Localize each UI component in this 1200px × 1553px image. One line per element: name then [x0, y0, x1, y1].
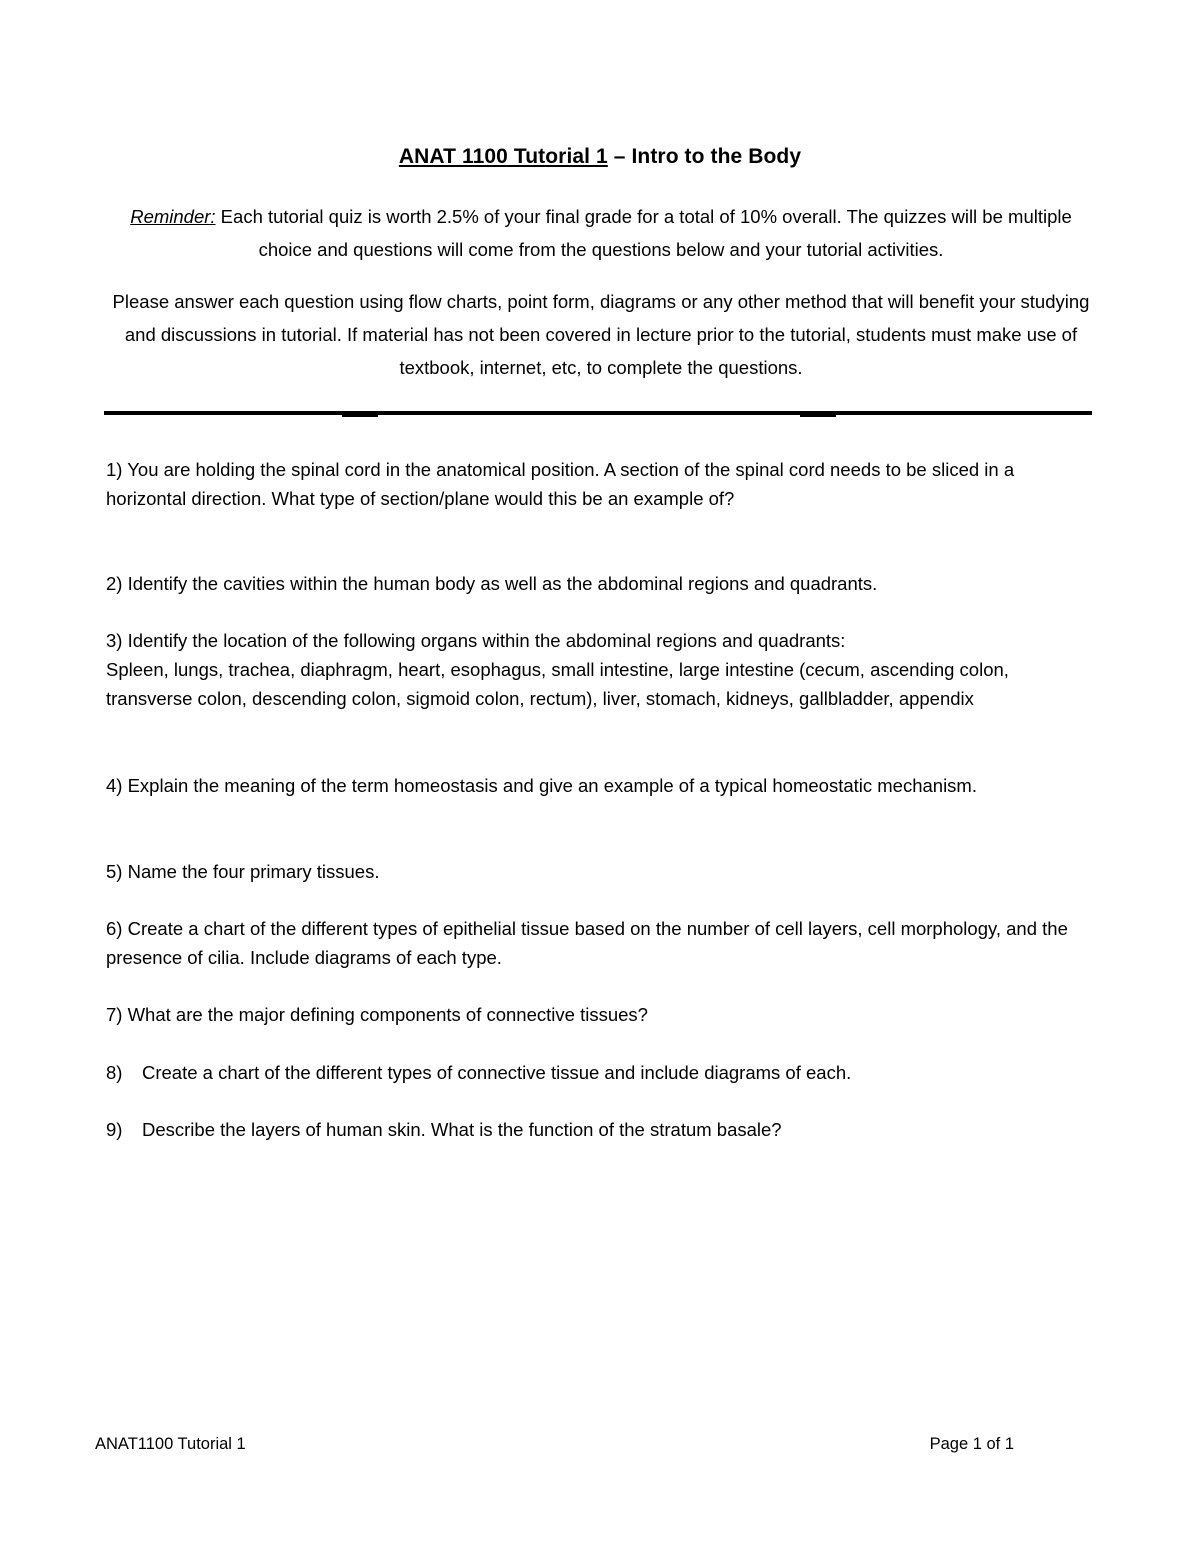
question-text: What are the major defining components of connective tissues?	[122, 1004, 648, 1025]
page-title	[0, 145, 1200, 169]
question-number: 8)	[106, 1062, 123, 1083]
question-number: 3)	[106, 630, 123, 651]
instructions-paragraph: Please answer each question using flow charts, point form, diagrams or any other method that will benefit your studying and discussions in tutorial. If material has not been covered in lecture prior to the tutorial, students must make use of textbook, internet, etc, to complete the questions.	[112, 291, 1090, 378]
question-text: Identify the location of the following organs within the abdominal regions and quadrants:	[122, 630, 846, 651]
question-5	[106, 857, 1096, 886]
reminder-label: Reminder:	[130, 206, 216, 227]
horizontal-divider	[104, 411, 1092, 415]
question-9	[106, 1115, 1096, 1144]
question-number: 7)	[106, 1004, 123, 1025]
question-8	[106, 1058, 1096, 1087]
question-text: Name the four primary tissues.	[122, 861, 380, 882]
question-1	[106, 455, 1096, 513]
question-text: Explain the meaning of the term homeostasis and give an example of a typical homeostatic mechanism.	[122, 775, 977, 796]
question-text: Create a chart of the different types of epithelial tissue based on the number of cell layers, cell morphology, and the presence of cilia. Include diagrams of each type.	[106, 918, 1068, 968]
title-topic: – Intro to the Body	[607, 145, 802, 168]
question-6	[106, 914, 1096, 972]
footer-course-label: ANAT1100 Tutorial 1	[95, 1435, 246, 1453]
question-number: 1)	[106, 459, 123, 480]
reminder-paragraph	[105, 200, 1097, 266]
question-number: 6)	[106, 918, 123, 939]
question-text: Identify the cavities within the human body as well as the abdominal regions and quadrants.	[122, 573, 878, 594]
question-text: You are holding the spinal cord in the anatomical position. A section of the spinal cord needs to be sliced in a horizontal direction. What type of section/plane would this be an example of?	[106, 459, 1015, 509]
question-7	[106, 1000, 1096, 1029]
divider-mark-right	[800, 414, 836, 417]
question-number: 5)	[106, 861, 123, 882]
question-text: Describe the layers of human skin. What is the function of the stratum basale?	[142, 1119, 782, 1140]
question-2	[106, 569, 1096, 598]
question-number: 2)	[106, 573, 123, 594]
footer-page-number: Page 1 of 1	[929, 1435, 1014, 1453]
organ-list: Spleen, lungs, trachea, diaphragm, heart, esophagus, small intestine, large intestine (cecum, ascending colon, transverse colon, descending colon, sigmoid colon, rectum), liver, stomach, kidneys, gallbladder, appendix	[106, 659, 1009, 709]
divider-mark-left	[342, 414, 378, 417]
question-number: 4)	[106, 775, 123, 796]
question-number: 9)	[106, 1119, 123, 1140]
question-3	[106, 626, 1096, 713]
question-text: Create a chart of the different types of connective tissue and include diagrams of each.	[142, 1062, 852, 1083]
reminder-text: Each tutorial quiz is worth 2.5% of your final grade for a total of 10% overall. The quizzes will be multiple choice and questions will come from the questions below and your tutorial activities.	[215, 206, 1072, 260]
title-course: ANAT 1100 Tutorial 1	[398, 145, 608, 168]
question-4	[106, 771, 1096, 800]
